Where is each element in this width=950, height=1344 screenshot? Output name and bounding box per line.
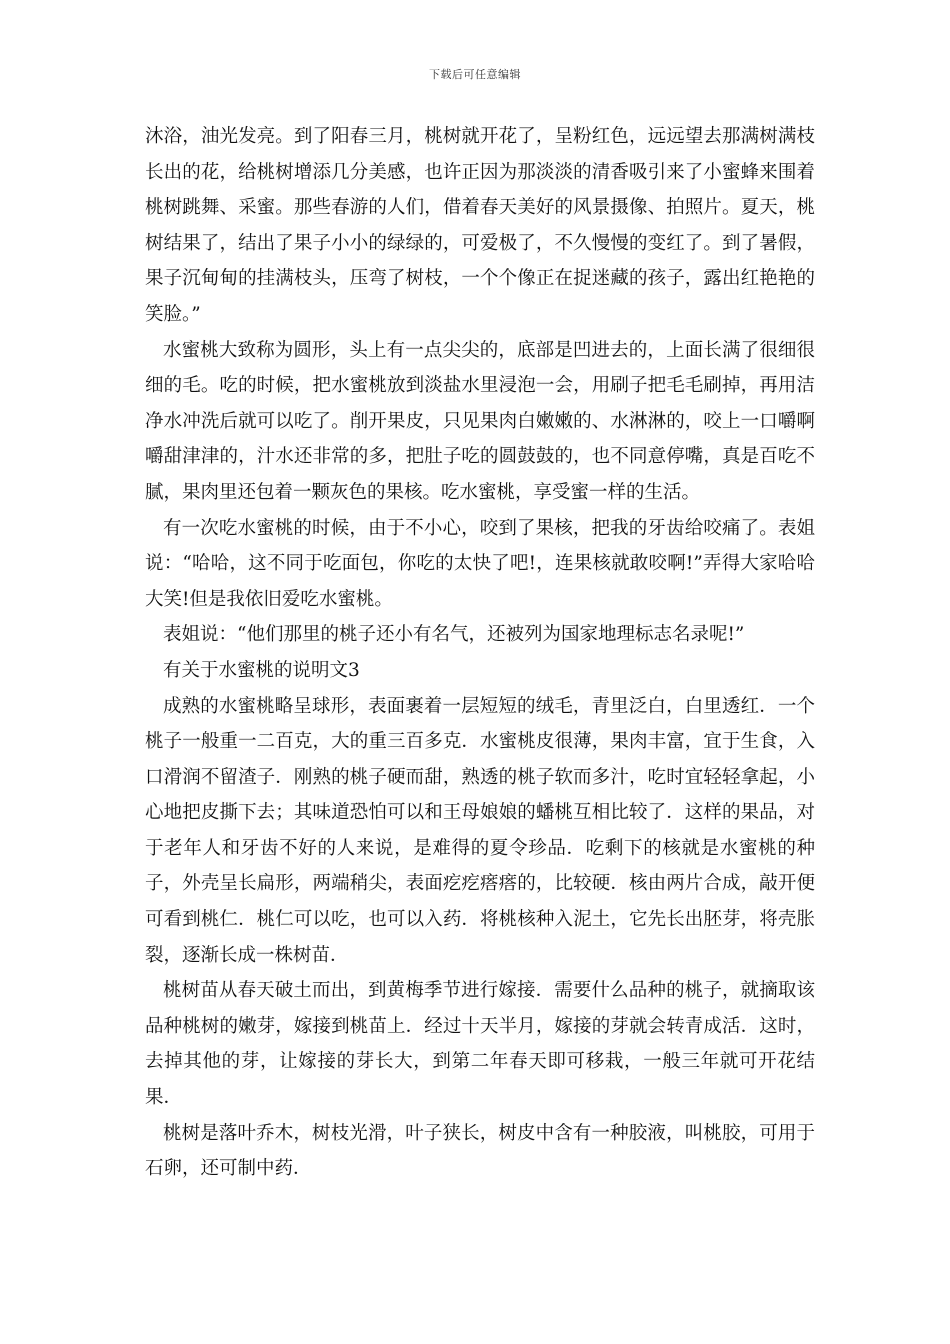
paragraph: 水蜜桃大致称为圆形，头上有一点尖尖的，底部是凹进去的，上面长满了很细很细的毛。吃的时候，把水蜜桃放到淡盐水里浸泡一会，用刷子把毛毛刷掉，再用洁净水冲洗后就可以吃了。削开果皮，只见果肉白嫩嫩的、水淋淋的，咬上一口嚼啊嚼甜津津的，汁水还非常的多，把肚子吃的圆鼓鼓的，也不同意停嘴，真是百吃不腻，果肉里还包着一颗灰色的果核。吃水蜜桃，享受蜜一样的生活。 (145, 339, 815, 503)
paragraph: 有一次吃水蜜桃的时候，由于不小心，咬到了果核，把我的牙齿给咬痛了。表姐说：“哈哈，这不同于吃面包，你吃的太快了吧!，连果核就敢咬啊!”弄得大家哈哈大笑!但是我依旧爱吃水蜜桃。 (145, 517, 815, 610)
paragraph: 表姐说：“他们那里的桃子还小有名气，还被列为国家地理标志名录呢!” (163, 624, 745, 646)
paragraph: 桃树苗从春天破土而出，到黄梅季节进行嫁接．需要什么品种的桃子，就摘取该品种桃树的嫩芽，嫁接到桃苗上．经过十天半月，嫁接的芽就会转青成活．这时，去掉其他的芽，让嫁接的芽长大，到第二年春天即可移栽，一般三年就可开花结果． (145, 980, 815, 1109)
paragraph: 成熟的水蜜桃略呈球形，表面裹着一层短短的绒毛，青里泛白，白里透红．一个桃子一般重一二百克，大的重三百多克．水蜜桃皮很薄，果肉丰富，宜于生食，入口滑润不留渣子．刚熟的桃子硬而甜，熟透的桃子软而多汁，吃时宜轻轻拿起，小心地把皮撕下去；其味道恐怕可以和王母娘娘的蟠桃互相比较了．这样的果品，对于老年人和牙齿不好的人来说，是难得的夏令珍品．吃剩下的核就是水蜜桃的种子，外壳呈长扁形，两端稍尖，表面疙疙瘩瘩的，比较硬．核由两片合成，敲开便可看到桃仁．桃仁可以吃，也可以入药．将桃核种入泥土，它先长出胚芽，将壳胀裂，逐渐长成一株树苗． (145, 695, 815, 966)
paragraph: 沐浴，油光发亮。到了阳春三月，桃树就开花了，呈粉红色，远远望去那满树满枝长出的花，给桃树增添几分美感，也许正因为那淡淡的清香吸引来了小蜜蜂来围着桃树跳舞、采蜜。那些春游的人们，借着春天美好的风景摄像、拍照片。夏天，桃树结果了，结出了果子小小的绿绿的，可爱极了，不久慢慢的变红了。到了暑假，果子沉甸甸的挂满枝头，压弯了树枝，一个个像正在捉迷藏的孩子，露出红艳艳的笑脸。” (145, 126, 815, 325)
paragraph: 桃树是落叶乔木，树枝光滑，叶子狭长，树皮中含有一种胶液，叫桃胶，可用于石卵，还可制中药． (145, 1122, 815, 1180)
page-header: 下载后可任意编辑 (429, 68, 521, 81)
document-body (145, 119, 815, 1187)
section-heading: 有关于水蜜桃的说明文3 (163, 659, 360, 681)
